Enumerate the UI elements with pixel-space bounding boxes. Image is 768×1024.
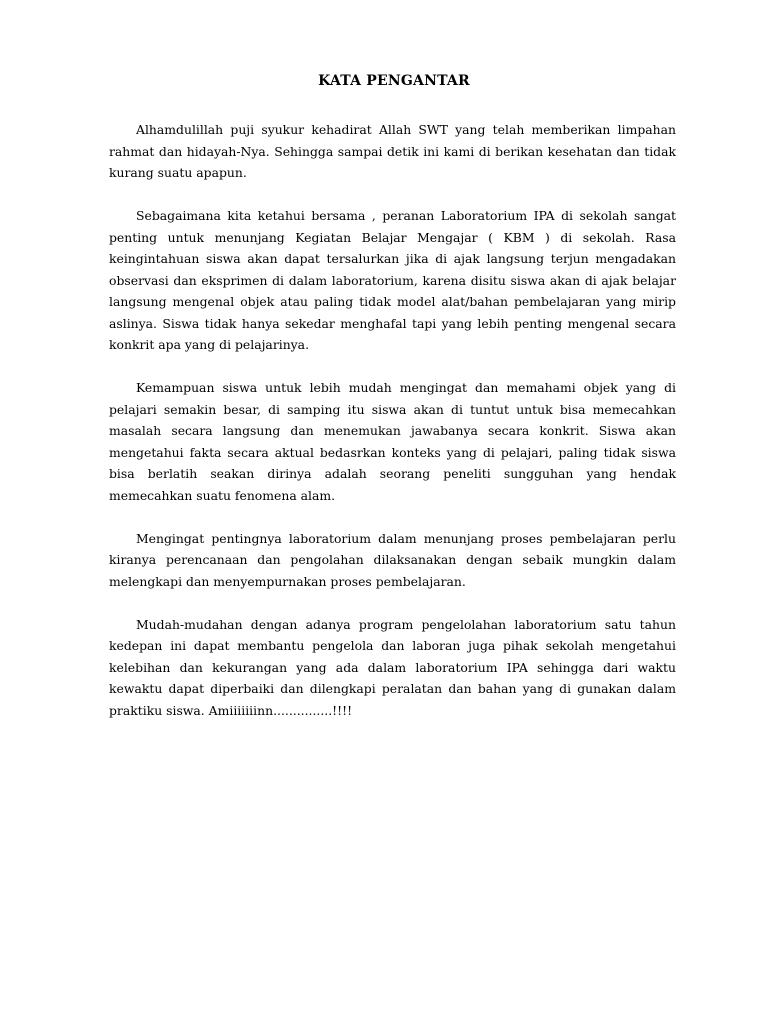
paragraph-student-ability: Kemampuan siswa untuk lebih mudah mengingat dan memahami objek yang di pelajari semakin besar, di samping itu siswa akan di tuntut untuk bisa memecahkan masalah secara langsung dan menemukan jawabanya secara konkrit. Siswa akan mengetahui fakta secara aktual bedasrkan konteks yang di pelajari, paling tidak siswa bisa berlatih seakan dirinya adalah seorang peneliti sungguhan yang hendak memecahkan suatu fenomena alam. [109, 380, 676, 503]
page-title: KATA PENGANTAR [318, 73, 470, 89]
document-body [109, 119, 676, 743]
paragraph-planning: Mengingat pentingnya laboratorium dalam menunjang proses pembelajaran perlu kiranya perencanaan dan pengolahan dilaksanakan dengan sebaik mungkin dalam melengkapi dan menyempurnakan proses pembelajaran. [109, 530, 676, 589]
paragraph-opening: Alhamdulillah puji syukur kehadirat Allah SWT yang telah memberikan limpahan rahmat dan hidayah-Nya. Sehingga sampai detik ini kami di berikan kesehatan dan tidak kurang suatu apapun. [109, 122, 676, 180]
paragraph-closing: Mudah-mudahan dengan adanya program pengelolahan laboratorium satu tahun kedepan ini dapat membantu pengelola dan laboran juga pihak sekolah mengetahui kelebihan dan kekurangan yang ada dalam laboratorium IPA sehingga dari waktu kewaktu dapat diperbaiki dan dilengkapi peralatan dan bahan yang di gunakan dalam praktiku siswa. Amiiiiiiinn...............!!!! [109, 616, 676, 718]
paragraph-laboratory-role: Sebagaimana kita ketahui bersama , peranan Laboratorium IPA di sekolah sangat penting untuk menunjang Kegiatan Belajar Mengajar ( KBM ) di sekolah. Rasa keingintahuan siswa akan dapat tersalurkan jika di ajak langsung terjun mengadakan observasi dan eksprimen di dalam laboratorium, karena disitu siswa akan di ajak belajar langsung mengenal objek atau paling tidak model alat/bahan pembelajaran yang mirip aslinya. Siswa tidak hanya sekedar menghafal tapi yang lebih penting mengenal secara konkrit apa yang di pelajarinya. [109, 208, 676, 352]
